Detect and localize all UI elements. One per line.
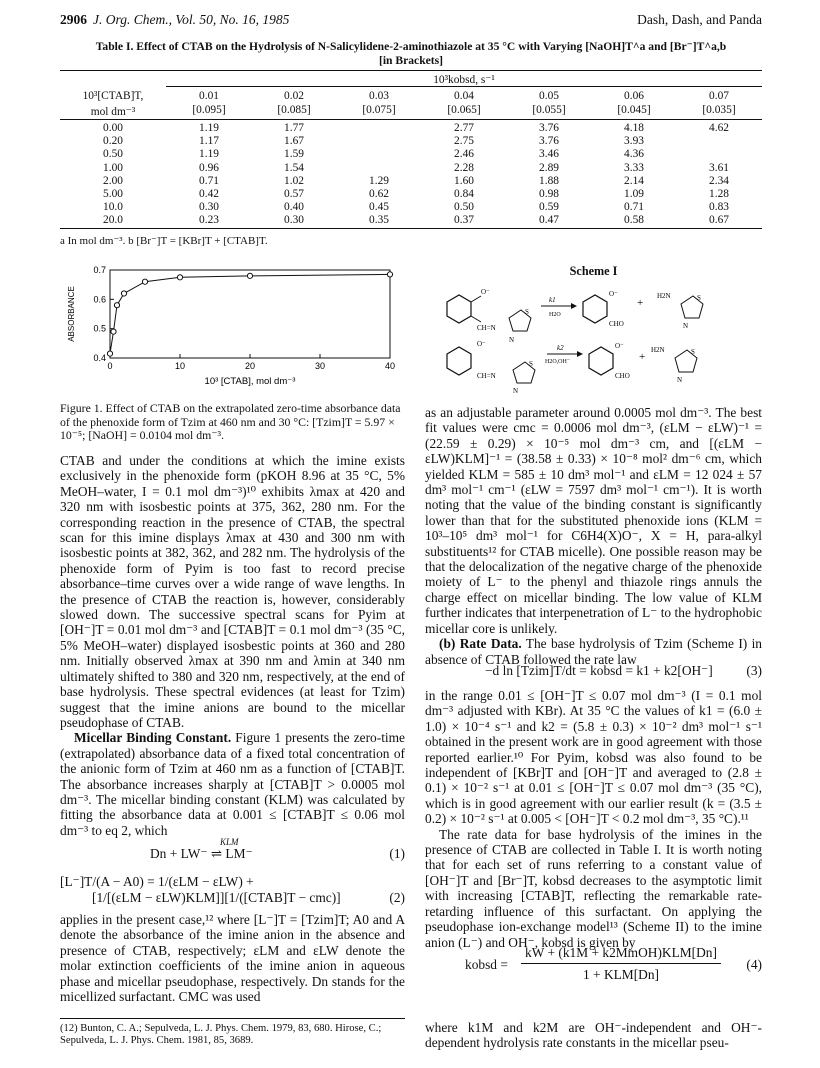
left-paragraph-1: CTAB and under the conditions at which the imine exists exclusively in the phenoxide form (pKOH 8.96 at 35 °C, 5% MeOH–water, I = 0.1 mol dm⁻³)¹⁰ exhibits λmax at 420 and 320 nm with isosbestic points at 375, 362, 280 nm. For the corresponding reaction in the presence of CTAB, the spectral scan for this imine displays λmax at 430 and 300 nm with isosbestic points at 382, 362, and 282 nm. The hydrolysis of the phenoxide form of Pyim is too fast to record precise absorbance–time curves over a wide range of wave lengths. In the presence of CTAB the reaction is, however, considerably slowed down. The successive spectral scans for Pyim at [OH⁻]T = 0.01 mol dm⁻³ and [CTAB]T = 0.1 mol dm⁻³ (35 °C, 5% MeOH–water) displayed isosbestic points at 360 and 280 nm. Initially observed λmax at 390 nm and λmin at 340 nm ultimately shifted to 380 and 320 nm, respectively, at the end of base hydrolysis. These spectral evidences (at least for Tzim) suggest that the imine anions are bound to the micellar pseudophase of CTAB. [60, 453, 405, 730]
row-label-ctab: 1.00 [103, 161, 123, 174]
table-cell: 3.46 [539, 148, 559, 161]
sulfur-label-2: S [697, 294, 701, 302]
table-cell: 0.30 [284, 214, 304, 227]
table-cell: 0.98 [539, 188, 559, 200]
table-cell: 1.19 [199, 122, 219, 134]
nitrogen-label-1: N [509, 336, 515, 344]
imine-label-2: CH=N [477, 372, 496, 380]
x-tick-label: 30 [314, 361, 326, 371]
right-paragraph-5: where k1M and k2M are OH⁻-independent and OH⁻-dependent hydrolysis rate constants in the micellar pseu- [425, 1020, 762, 1051]
bond-2 [471, 316, 481, 322]
table-cell: 1.09 [624, 188, 644, 200]
x-tick-label: 40 [384, 361, 396, 371]
condition-label-2: H2O,OH⁻ [545, 359, 570, 365]
rate-label-k2: k2 [557, 344, 564, 352]
figure-caption: Figure 1. Effect of CTAB on the extrapolated zero-time absorbance data of the phenoxide form of Tzim at 460 nm and 30 °C: [Tzim]T = 5.97 × 10⁻⁵; [NaOH] = 0.0104 mol dm⁻³. [60, 401, 401, 442]
equation-4-numerator: kW + (k1M + k2MmOH)KLM[Dn] [525, 945, 717, 960]
table-cell: 0.83 [709, 201, 729, 214]
left-text-block [60, 453, 405, 838]
y-tick-label: 0.5 [93, 323, 106, 334]
aldehyde-label-1: CHO [609, 320, 624, 328]
data-point [247, 273, 252, 278]
header-left [60, 12, 289, 28]
table-cell: 4.18 [624, 122, 644, 134]
data-point [114, 303, 119, 308]
column-header-br: [0.055] [532, 104, 566, 116]
table-cell: 1.29 [369, 174, 389, 187]
scheme-reaction-2 [447, 340, 697, 395]
journal-citation: J. Org. Chem., Vol. 50, No. 16, 1985 [93, 12, 290, 27]
row-header-line1: 10³[CTAB]T, [82, 90, 144, 102]
table-cell: 1.17 [199, 135, 219, 148]
scheme-1-diagram [425, 258, 762, 395]
table-cell: 2.14 [624, 174, 644, 187]
phenoxide-label-4: O⁻ [615, 342, 624, 350]
row-label-ctab: 0.20 [103, 135, 123, 148]
table-cell: 4.62 [709, 122, 729, 134]
phenoxide-label-2: O⁻ [609, 290, 618, 298]
equation-2-line2 [60, 890, 405, 906]
table-cell: 1.59 [284, 148, 304, 161]
right-text-block-2 [425, 688, 762, 950]
row-label-ctab: 10.0 [103, 201, 123, 214]
column-header-naoh: 0.07 [709, 90, 729, 102]
table-cell: 0.30 [199, 201, 219, 214]
equation-2-line1: [L⁻]T/(A − A0) = 1/(εLM − εLW) + [60, 874, 254, 889]
table-cell: 3.76 [539, 122, 559, 134]
sulfur-label-1: S [525, 308, 529, 316]
phenyl-ring-3 [447, 347, 471, 375]
phenoxide-label-3: O⁻ [477, 340, 486, 348]
right-paragraph-3: in the range 0.01 ≤ [OH⁻]T ≤ 0.07 mol dm⁻³ (I = 0.1 mol dm⁻³ adjusted with KBr). At 35 °C the values of k1 = (6.0 ± 1.0) × 10⁻⁴ s⁻¹ and k2 = (5.8 ± 0.3) × 10⁻² dm³ mol⁻¹ s⁻¹ obtained in the present work are in good agreement with those reported earlier.¹⁰ For Pyim, kobsd was also found to be independent of [KBr]T and [OH⁻]T and averaged to (2.8 ± 0.1) × 10⁻² s⁻¹ at 0.01 ≤ [OH⁻]T ≤ 0.07 mol dm⁻³ (35 °C), which is in good agreement with our earlier result (k = (3.5 ± 0.2) × 10⁻² s⁻¹ at 0.005 < [OH⁻]T < 0.2 mol dm⁻³, 35 °C).¹¹ [425, 688, 762, 827]
right-text-block-3 [425, 1020, 762, 1051]
row-label-ctab: 0.50 [103, 148, 123, 161]
column-header-naoh: 0.02 [284, 90, 304, 102]
series-line [110, 274, 390, 353]
data-point [111, 329, 116, 334]
bond-1 [471, 296, 481, 302]
equation-2-number: (2) [389, 890, 405, 905]
data-point [387, 272, 392, 277]
nitrogen-label-4: N [677, 376, 683, 384]
data-point [107, 351, 112, 356]
rate-label-k1: k1 [549, 296, 556, 304]
row-header-line2: mol dm⁻³ [90, 106, 136, 118]
header-authors: Dash, Dash, and Panda [637, 12, 762, 27]
sulfur-label-3: S [529, 360, 533, 368]
data-table [60, 70, 762, 230]
equation-2-line2-text: [1/[(εLM − εLW)KLM]][1/([CTAB]T − cmc)] [92, 890, 341, 905]
y-tick-label: 0.6 [93, 294, 106, 305]
condition-label-1: H2O [549, 312, 561, 318]
y-tick-label: 0.4 [93, 353, 106, 363]
scheme-reaction-1 [447, 288, 703, 344]
equation-4-lhs: kobsd = [465, 957, 508, 972]
table-cell: 3.93 [624, 135, 644, 148]
column-header-naoh: 0.06 [624, 90, 644, 102]
x-tick-label: 20 [244, 361, 256, 371]
row-label-ctab: 2.00 [103, 174, 123, 187]
table-header-rule [60, 119, 762, 120]
table-cell: 0.42 [199, 188, 219, 200]
table-cell: 2.77 [454, 122, 474, 134]
equation-3-text: −d ln [Tzim]T/dt = kobsd = k1 + k2[OH⁻] [485, 663, 713, 678]
plus-sign-1: + [637, 297, 644, 309]
y-tick-label: 0.7 [93, 265, 106, 275]
equation-4-fraction-bar [521, 963, 721, 964]
phenoxide-label-1: O⁻ [481, 288, 490, 296]
footnote-divider [60, 1018, 405, 1019]
table-top-rule [60, 70, 762, 71]
column-header-br: [0.035] [702, 104, 736, 116]
column-header-br: [0.075] [362, 104, 396, 116]
table-cell: 0.40 [284, 201, 304, 214]
phenyl-ring-4 [589, 347, 613, 375]
column-header-naoh: 0.05 [539, 90, 559, 102]
table-bottom-rule [60, 228, 762, 229]
column-header-br: [0.085] [277, 104, 311, 116]
equation-4 [425, 945, 762, 989]
table-cell: 0.71 [199, 174, 219, 187]
plus-sign-2: + [639, 351, 646, 363]
right-paragraph-1: as an adjustable parameter around 0.0005 mol dm⁻³. The best fit values were cmc = 0.0006 mol dm⁻³, (εLM − εLW)⁻¹ = (22.59 ± 0.29) × 10⁻⁵ mol dm⁻³ cm, and [(εLM − εLW)KLM]⁻¹ = (38.58 ± 0.33) × 10⁻⁸ mol² dm⁻⁶ cm, which yielded KLM = 585 ± 10 dm³ mol⁻¹ and εLM = 12 024 ± 57 dm³ mol⁻¹ cm⁻¹ (εLW = 7597 dm³ mol⁻¹ cm⁻¹). It is worth noting that the value of the binding constant is significantly lower than that for the substituted phenoxide ions (KLM = 10³–10⁵ dm³ mol⁻¹ for C6H4(X)O⁻, X = H, para-alkyl substituents¹² for CTAB micelle). One possible reason may be that the delocalization of the negative charge of the phenoxide moiety of L⁻ to the phenyl and thiazole rings annuls the charge effect on micellar binding. The low value of KLM further indicates that interpenetration of L⁻ to the hydrophobic micellar core is unlikely. [425, 405, 762, 636]
phenyl-ring-2 [583, 295, 607, 323]
table-cell: 0.84 [454, 188, 474, 200]
equation-2 [60, 874, 405, 906]
nitrogen-label-2: N [683, 322, 689, 330]
figure-1-chart [60, 258, 405, 398]
table-cell: 2.46 [454, 148, 474, 161]
table-cell: 1.19 [199, 148, 219, 161]
table-spanner: 10³kobsd, s⁻¹ [433, 74, 495, 86]
amine-label-2: H2N [651, 346, 665, 354]
imine-label-1: CH=N [477, 324, 496, 332]
table-cell: 1.54 [284, 161, 304, 174]
nitrogen-label-3: N [513, 387, 519, 395]
equation-1-number: (1) [389, 846, 405, 861]
equation-4-denominator: 1 + KLM[Dn] [583, 967, 659, 982]
data-point [121, 291, 126, 296]
table-caption-line1: Table I. Effect of CTAB on the Hydrolysis of N-Salicylidene-2-aminothiazole at 35 °C with Varying [NaOH]T^a and [Br⁻]T^a,b [95, 40, 727, 53]
page-number: 2906 [60, 12, 87, 27]
equation-4-number: (4) [746, 957, 762, 972]
right-paragraph-4: The rate data for base hydrolysis of the imines in the presence of CTAB are collected in Table I. It is worth noting that for each set of runs referring to a constant value of [OH⁻]T and [Br⁻]T, kobsd decreases to the asymptotic limit with increasing [CTAB]T, reflecting the remarkable rate-retarding influence of this surfactant. On applying the pseudophase ion-exchange model¹³ (Scheme II) to the imine anion (L⁻) and OH⁻, kobsd is given by [425, 826, 762, 950]
column-header-br: [0.065] [447, 104, 481, 116]
table-cell: 3.76 [539, 135, 559, 148]
y-axis-label: ABSORBANCE [67, 286, 76, 342]
x-tick-label: 0 [107, 361, 113, 371]
table-caption [60, 40, 762, 68]
table-cell: 1.77 [284, 122, 304, 134]
x-tick-label: 10 [174, 361, 186, 371]
table-cell: 0.45 [369, 201, 389, 214]
left-paragraph-2 [60, 730, 405, 838]
amine-label-1: H2N [657, 292, 671, 300]
table-cell: 2.28 [454, 161, 474, 174]
equation-3-number: (3) [746, 663, 762, 678]
table-cell: 0.71 [624, 201, 644, 214]
column-header-naoh: 0.03 [369, 90, 389, 102]
column-header-naoh: 0.04 [454, 90, 474, 102]
section-heading-binding: Micellar Binding Constant. [74, 730, 232, 746]
section-heading-rate: (b) Rate Data. [439, 636, 522, 652]
column-header-br: [0.045] [617, 104, 651, 116]
column-header-naoh: 0.01 [199, 90, 219, 102]
phenyl-ring-1 [447, 295, 471, 323]
table-spanner-rule [166, 86, 762, 87]
table-cell: 1.28 [709, 188, 729, 200]
table-cell: 0.67 [709, 214, 729, 227]
row-label-ctab: 20.0 [103, 214, 123, 227]
table-footnote: a In mol dm⁻³. b [Br⁻]T = [KBr]T + [CTAB]T. [60, 235, 268, 247]
table-cell: 0.35 [369, 214, 389, 227]
table-cell: 4.36 [624, 148, 644, 161]
table-cell: 0.62 [369, 188, 389, 200]
table-cell: 3.33 [624, 161, 644, 174]
data-point [177, 275, 182, 280]
right-text-block [425, 405, 762, 667]
column-header-br: [0.095] [192, 104, 226, 116]
equation-1-text: Dn + LW⁻ ⇌ LM⁻ [150, 846, 253, 861]
aldehyde-label-2: CHO [615, 372, 630, 380]
table-cell: 0.57 [284, 188, 304, 200]
table-cell: 1.02 [284, 174, 304, 187]
table-cell: 3.61 [709, 161, 729, 174]
left-text-block-2 [60, 912, 405, 1004]
table-cell: 0.37 [454, 214, 474, 227]
table-cell: 0.47 [539, 214, 559, 227]
right-paragraph-2-body: The base hydrolysis of Tzim (Scheme I) in absence of CTAB followed the rate law [425, 636, 762, 667]
x-axis-label: 10³ [CTAB], mol dm⁻³ [204, 376, 296, 387]
running-header [60, 12, 762, 30]
table-cell: 2.89 [539, 161, 559, 174]
left-paragraph-3: applies in the present case,¹² where [L⁻]T = [Tzim]T; A0 and A denote the absorbance of the imine anion in the absence and presence of CTAB, respectively; εLM and εLW denote the molar extinction coefficients of the imine anion in aqueous phase and micellar pseudophase, respectively. Dn stands for the micellized surfactant. CMC was used [60, 912, 405, 1005]
table-cell: 1.88 [539, 174, 559, 187]
table-cell: 0.58 [624, 214, 644, 227]
arrowhead-1 [571, 303, 577, 309]
table-cell: 2.75 [454, 135, 474, 148]
left-paragraph-2-body: Figure 1 presents the zero-time (extrapolated) absorbance data of a fixed total concentration of the anionic form of Tzim at 460 nm as a function of [CTAB]T. The absorbance increases sharply at [CTAB]T > 0.0005 mol dm⁻³. The micellar binding constant (KLM) was calculated by fitting the absorbance data at 0.001 ≤ [CTAB]T ≤ 0.06 mol dm⁻³ to eq 2, which [60, 730, 406, 838]
table-cell: 0.59 [539, 201, 559, 214]
table-caption-line2: [in Brackets] [378, 54, 444, 67]
row-label-ctab: 5.00 [103, 188, 123, 200]
scheme-title: Scheme I [569, 264, 618, 278]
sulfur-label-4: S [691, 348, 695, 356]
table-cell: 1.60 [454, 174, 474, 187]
table-cell: 0.23 [199, 214, 219, 227]
equation-1-constant: KLM [220, 837, 239, 847]
data-point [142, 279, 147, 284]
reference-12: (12) Bunton, C. A.; Sepulveda, L. J. Phys. Chem. 1979, 83, 680. Hirose, C.; Sepulveda, L. J. Phys. Chem. 1981, 85, 3689. [60, 1023, 382, 1047]
row-label-ctab: 0.00 [103, 122, 123, 134]
table-cell: 0.96 [199, 161, 219, 174]
table-cell: 0.50 [454, 201, 474, 214]
arrowhead-2 [577, 351, 583, 357]
table-cell: 1.67 [284, 135, 304, 148]
table-cell: 2.34 [709, 174, 729, 187]
plot-frame [110, 270, 390, 358]
